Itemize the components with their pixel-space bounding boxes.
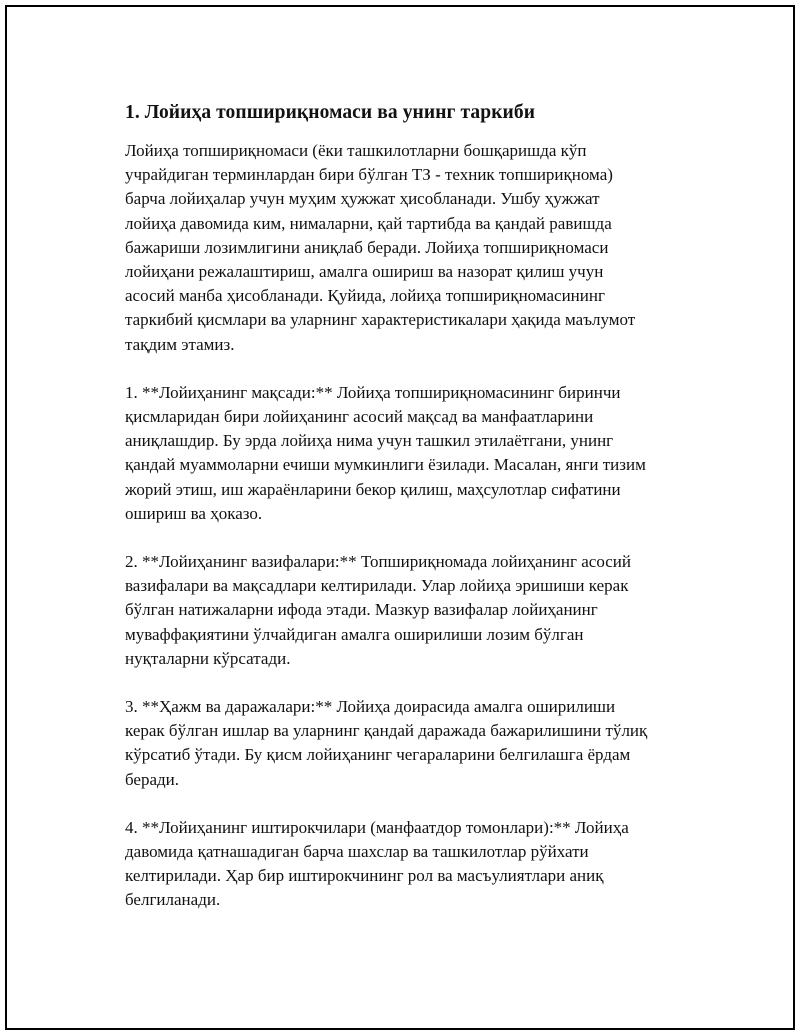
list-item-scope-levels: 3. **Ҳажм ва даражалари:** Лойиҳа доирасида амалга оширилиши керак бўлган ишлар ва уларнинг қандай даражада бажарилишини тўлиқ кўрсатиб ўтади. Бу қисм лойиҳанинг чегараларини белгилашга ёрдам беради. (125, 697, 648, 789)
list-item-project-tasks: 2. **Лойиҳанинг вазифалари:** Топшириқномада лойиҳанинг асосий вазифалари ва мақсадлари келтирилади. Улар лойиҳа эришиши керак бўлган натижаларни ифода этади. Мазкур вазифалар лойиҳанинг муваффақиятини ўлчайдиган амалга оширилиши лозим бўлган нуқталарни кўрсатади. (125, 552, 631, 668)
document-page (5, 5, 795, 1030)
document-body (125, 100, 685, 937)
list-item-stakeholders: 4. **Лойиҳанинг иштирокчилари (манфаатдор томонлари):** Лойиҳа давомида қатнашадиган барча шахслар ва ташкилотлар рўйхати келтирилади. Ҳар бир иштирокчининг рол ва масъулиятлари аниқ белгиланади. (125, 817, 629, 910)
intro-paragraph: Лойиҳа топшириқномаси (ёки ташкилотларни бошқаришда кўп учрайдиган терминлардан бири бўлган ТЗ - техник топшириқнома) барча лойиҳалар учун муҳим ҳужжат ҳисобланади. Ушбу ҳужжат лойиҳа давомида ким, нималарни, қай тартибда ва қандай равишда бажариши лозимлигини аниқлаб беради. Лойиҳа топшириқномаси лойиҳани режалаштириш, амалга ошириш ва назорат қилиш учун асосий манба ҳисобланади. Қуйида, лойиҳа топшириқномасининг таркибий қисмлари ва уларнинг характеристикалари ҳақида маълумот тақдим этамиз. (125, 141, 636, 354)
document-title: 1. Лойиҳа топшириқномаси ва унинг таркиби (125, 102, 536, 123)
list-item-project-goal: 1. **Лойиҳанинг мақсади:** Лойиҳа топшириқномасининг биринчи қисмларидан бири лойиҳанинг асосий мақсад ва манфаатларини аниқлашдир. Бу эрда лойиҳа нима учун ташкил этилаётгани, унинг қандай муаммоларни ечиши мумкинлиги ёзилади. Масалан, янги тизим жорий этиш, иш жараёнларини бекор қилиш, маҳсулотлар сифатини ошириш ва ҳоказо. (125, 382, 646, 523)
